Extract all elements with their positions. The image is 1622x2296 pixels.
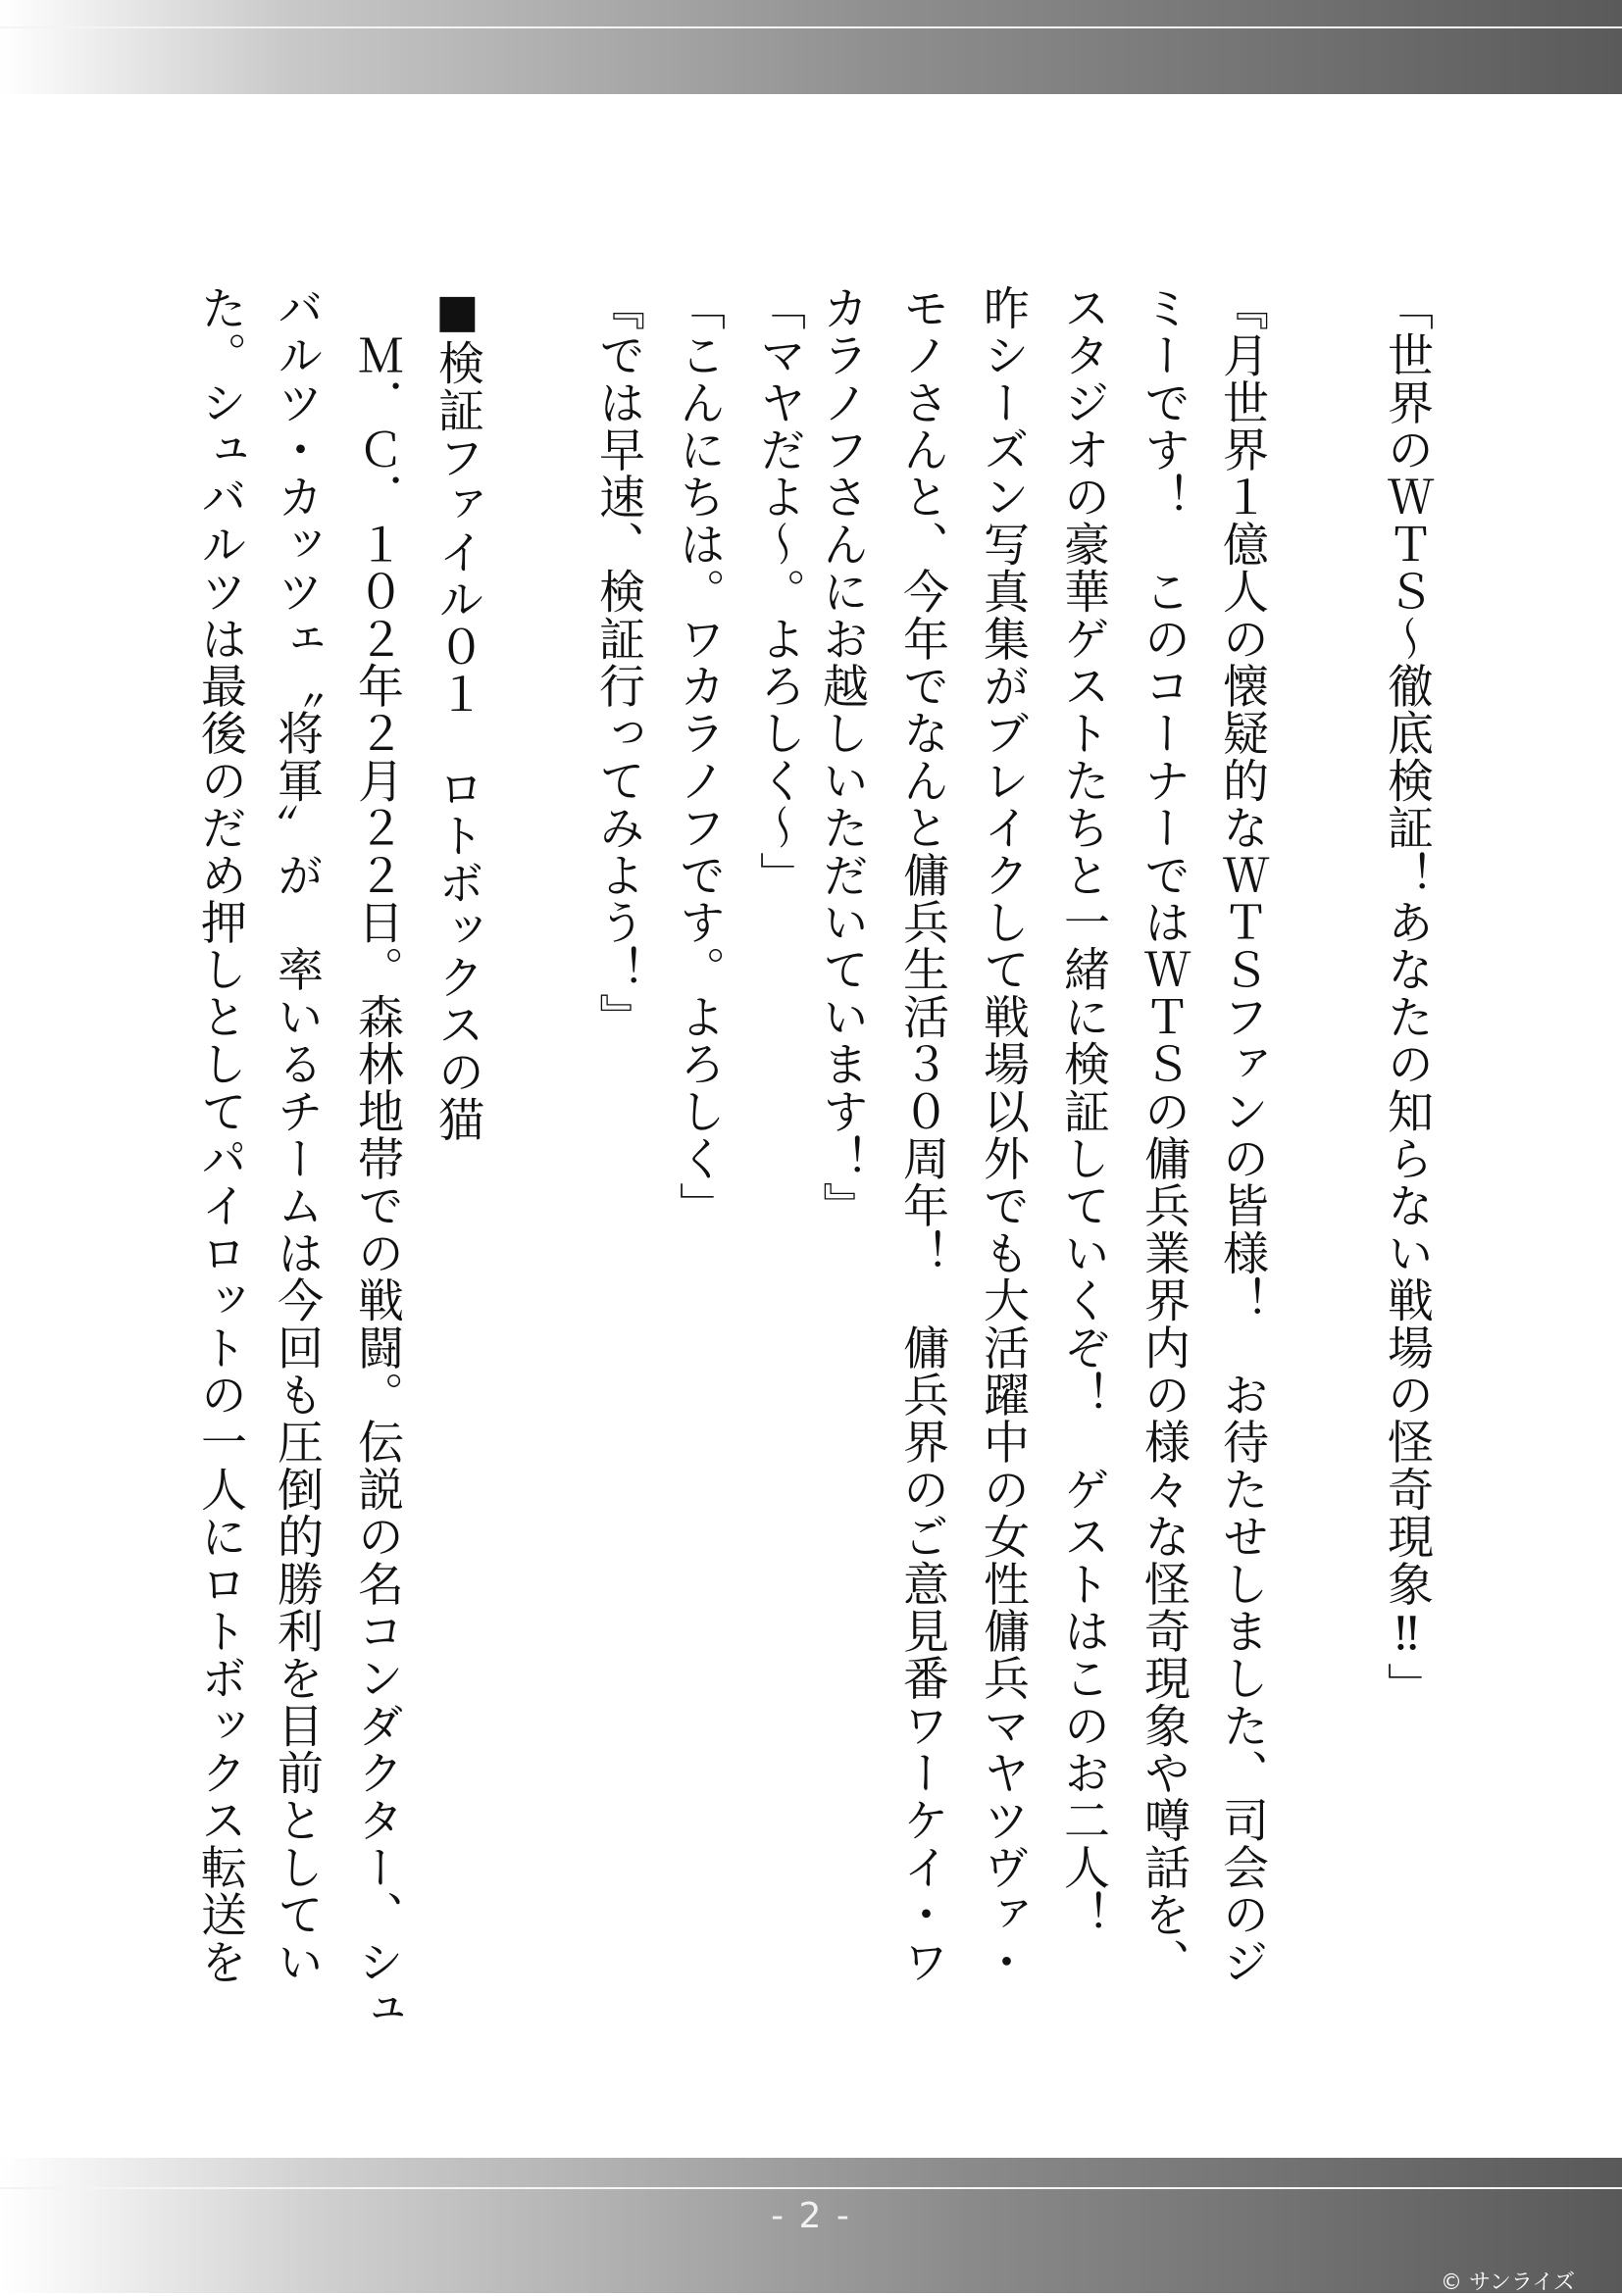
text-column-5: 昨シーズン写真集がブレイクして戦場以外でも大活躍中の女性傭兵マヤツヴァ・ [976,284,1030,1986]
text-column-4: スタジオの豪華ゲストたちと一緒に検証していくぞ！ ゲストはこのお二人！ [1056,284,1110,1938]
header-band [0,0,1622,94]
section-heading: ■検証ファイル０１ ロトボックスの猫 [431,284,484,1143]
text-column-6: モノさんと、今年でなんと傭兵生活３０周年！ 傭兵界のご意見番ワーケイ・ワ [895,284,949,1986]
text-column-9: 「こんにちは。ワカラノフです。よろしく」 [672,284,726,1229]
text-column-10: 『では早速、検証行ってみよう！』 [591,284,645,1041]
text-column-3: ミーです！ このコーナーではＷＴＳの傭兵業界内の様々な怪奇現象や噂話を、 [1137,284,1191,1986]
header-rule [0,26,1622,28]
text-column-1: 「世界のＷＴＳ〜徹底検証！あなたの知らない戦場の怪奇現象‼」 [1380,284,1434,1710]
page-number: - 2 - [771,2196,851,2236]
copyright-notice: © サンライズ [1440,2271,1575,2295]
text-column-7: カラノフさんにお越しいただいています！』 [815,284,869,1229]
text-column-8: 「マヤだよ〜。よろしく〜」 [752,284,806,899]
text-column-2: 『月世界１億人の懐疑的なＷＴＳファンの皆様！ お待たせしました、司会のジ [1215,284,1269,1986]
text-column-13: バルツ・カッツェ〝将軍〟が 率いるチームは今回も圧倒的勝利を目前としてい [270,284,324,1986]
text-column-12: Ｍ．Ｃ．１０２年２月２２日。森林地帯での戦闘。伝説の名コンダクター、シュ [350,284,404,2033]
footer-rule [0,2187,1622,2189]
text-column-14: た。シュバルツは最後のだめ押しとしてパイロットの一人にロトボックス転送を [193,284,247,1986]
